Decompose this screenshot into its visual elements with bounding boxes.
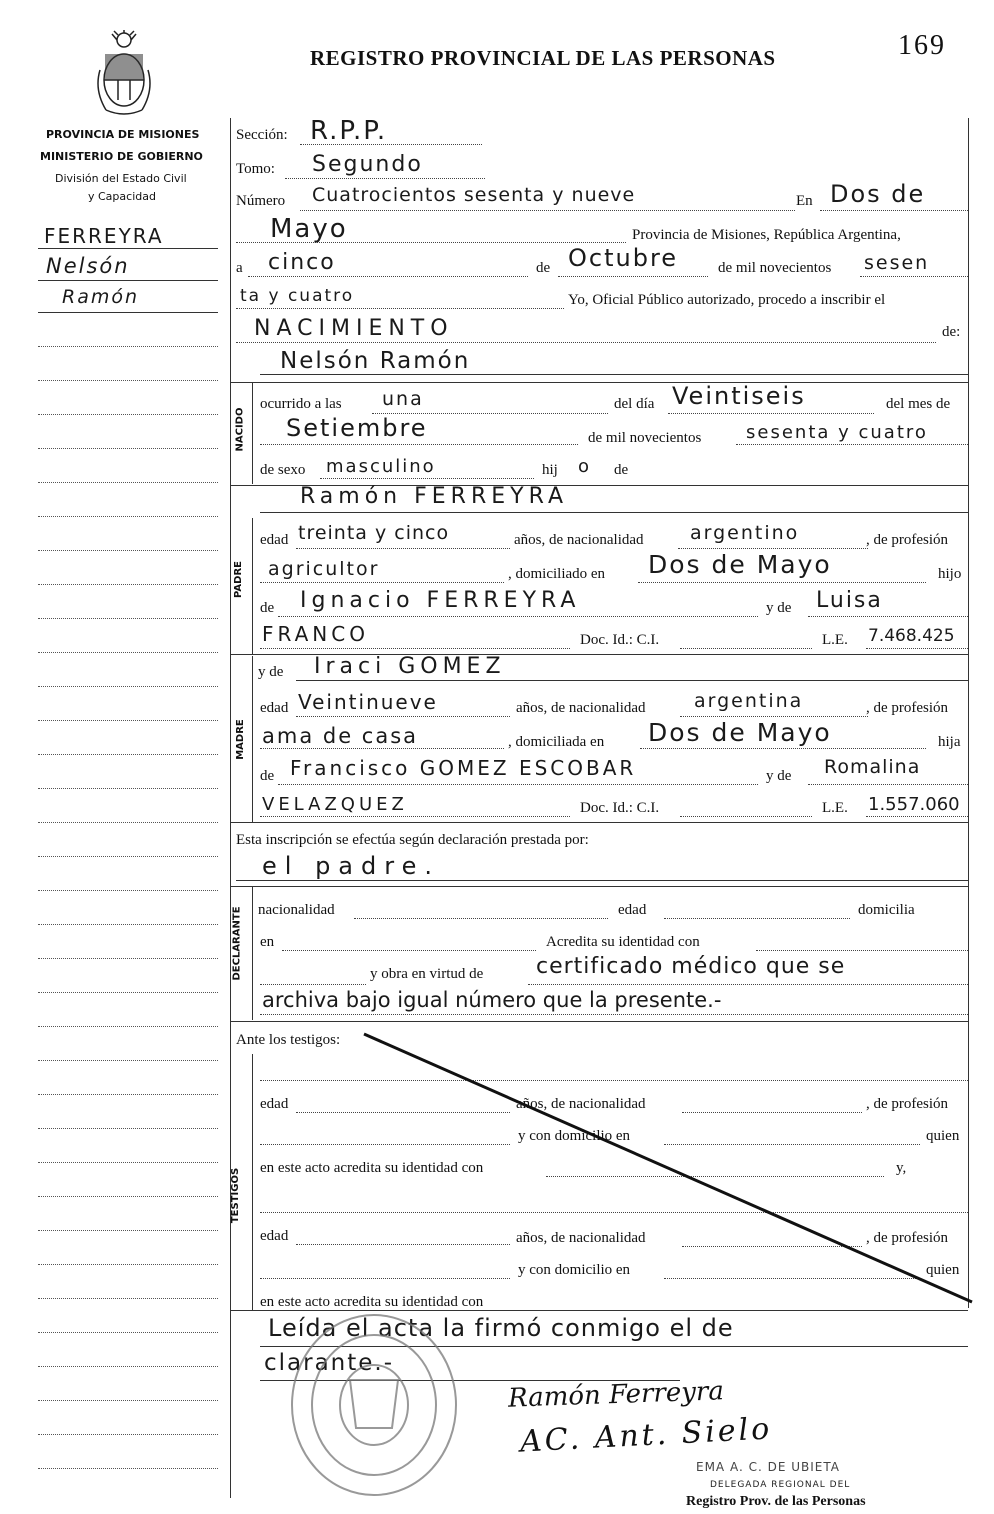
margin-line bbox=[38, 1434, 218, 1435]
testigos-label: TESTIGOS bbox=[230, 1167, 242, 1224]
margin-line bbox=[38, 652, 218, 653]
margin-line bbox=[38, 380, 218, 381]
padre-anios-label: años, de nacionalidad bbox=[514, 532, 644, 548]
margin-line bbox=[38, 992, 218, 993]
numero-value: Cuatrocientos sesenta y nueve bbox=[312, 184, 636, 206]
cierre-value-2: clarante.- bbox=[264, 1350, 395, 1376]
inscripcion-label: Esta inscripción se efectúa según declaración prestada por: bbox=[236, 832, 589, 848]
margin-line bbox=[38, 1094, 218, 1095]
t1-prof-label: , de profesión bbox=[866, 1096, 949, 1112]
margin-line bbox=[38, 584, 218, 585]
del-dia-label: del día bbox=[614, 396, 655, 412]
margin-line bbox=[38, 618, 218, 619]
dia-value: cinco bbox=[268, 250, 336, 275]
declarante-label: DECLARANTE bbox=[231, 906, 243, 981]
padre-label: PADRE bbox=[232, 561, 244, 598]
a-label: a bbox=[236, 260, 243, 276]
t1-dom-label: y con domicilio en bbox=[518, 1128, 631, 1144]
ministry-label: MINISTERIO DE GOBIERNO bbox=[40, 150, 203, 163]
padre-value: Ramón FERREYRA bbox=[300, 484, 569, 509]
numero-label: Número bbox=[236, 193, 286, 209]
mes-value: Octubre bbox=[568, 244, 679, 272]
t2-edad-label: edad bbox=[260, 1228, 289, 1244]
lugar-value-2: Mayo bbox=[270, 214, 348, 244]
margin-line bbox=[38, 448, 218, 449]
madre-edad-label: edad bbox=[260, 700, 289, 716]
margin-line bbox=[38, 1366, 218, 1367]
margin-line bbox=[38, 414, 218, 415]
t1-quien-label: quien bbox=[926, 1128, 960, 1144]
madre-value: Iraci GOMEZ bbox=[314, 654, 506, 679]
abuela-p2-value: FRANCO bbox=[262, 622, 369, 646]
en-label: En bbox=[796, 193, 813, 209]
margin-line bbox=[38, 890, 218, 891]
padre-le-label: L.E. bbox=[822, 632, 848, 648]
provincia-label: Provincia de Misiones, República Argentina, bbox=[632, 227, 901, 243]
margin-line bbox=[38, 788, 218, 789]
padre-nac-value: argentino bbox=[690, 522, 800, 544]
madre-prof-value: ama de casa bbox=[262, 724, 419, 748]
obra-value-2: archiva bajo igual número que la presente.- bbox=[262, 988, 722, 1012]
padre-dom-value: Dos de Mayo bbox=[648, 550, 832, 579]
t1-acto-label: en este acto acredita su identidad con bbox=[260, 1160, 484, 1176]
margin-surname: FERREYRA bbox=[44, 224, 164, 248]
padre-prof-label: , de profesión bbox=[866, 532, 949, 548]
margin-line bbox=[38, 1162, 218, 1163]
madre-nac-value: argentina bbox=[694, 690, 804, 712]
obra-label: y obra en virtud de bbox=[370, 966, 484, 982]
tomo-label: Tomo: bbox=[236, 161, 275, 177]
padre-edad-value: treinta y cinco bbox=[298, 522, 450, 544]
hij-value: o bbox=[578, 456, 592, 477]
madre-edad-value: Veintinueve bbox=[298, 690, 438, 714]
declarante-rule bbox=[252, 886, 253, 1020]
margin-line bbox=[38, 248, 218, 249]
ante-label: Ante los testigos: bbox=[236, 1032, 341, 1048]
margin-line bbox=[38, 1026, 218, 1027]
t2-dom-label: y con domicilio en bbox=[518, 1262, 631, 1278]
domiciliado-label: , domiciliado en bbox=[508, 566, 606, 582]
margin-line bbox=[38, 280, 218, 281]
seccion-label: Sección: bbox=[236, 127, 288, 143]
margin-line bbox=[38, 346, 218, 347]
ocurrido-label: ocurrido a las bbox=[260, 396, 342, 412]
margin-given-1: Nelsón bbox=[46, 254, 130, 278]
madre-rule bbox=[252, 656, 253, 822]
de-mil2-label: de mil novecientos bbox=[588, 430, 702, 446]
margin-line bbox=[38, 482, 218, 483]
margin-given-2: Ramón bbox=[62, 286, 140, 308]
padre-rule bbox=[252, 518, 253, 654]
official-seal-icon bbox=[288, 1310, 460, 1500]
t2-anios-label: años, de nacionalidad bbox=[516, 1230, 646, 1246]
abuelo-p-value: Ignacio FERREYRA bbox=[300, 588, 581, 613]
province-label: PROVINCIA DE MISIONES bbox=[46, 128, 200, 141]
abuela-m-value: Romalina bbox=[824, 756, 921, 778]
tomo-value: Segundo bbox=[312, 152, 423, 177]
margin-line bbox=[38, 856, 218, 857]
oficial-nombre: EMA A. C. DE UBIETA bbox=[696, 1460, 840, 1474]
margin-line bbox=[38, 1128, 218, 1129]
madre-prof-label: , de profesión bbox=[866, 700, 949, 716]
yo-label: Yo, Oficial Público autorizado, procedo a inscribir el bbox=[568, 292, 886, 308]
cancel-diagonal-line bbox=[360, 1030, 980, 1310]
domiciliada-label: , domiciliada en bbox=[508, 734, 605, 750]
padre-le-value: 7.468.425 bbox=[868, 626, 955, 646]
t1-y-label: y, bbox=[896, 1160, 907, 1176]
madre-yde2-label: y de bbox=[766, 768, 792, 784]
del-mes-label: del mes de bbox=[886, 396, 951, 412]
t2-acto-label: en este acto acredita su identidad con bbox=[260, 1294, 484, 1310]
de-label: de bbox=[536, 260, 551, 276]
margin-line bbox=[38, 1332, 218, 1333]
padre-prof-value: agricultor bbox=[268, 558, 380, 580]
registry-title: REGISTRO PROVINCIAL DE LAS PERSONAS bbox=[310, 46, 776, 70]
margin-line bbox=[38, 754, 218, 755]
abuela-m2-value: VELAZQUEZ bbox=[262, 794, 408, 815]
decl-en-label: en bbox=[260, 934, 275, 950]
margin-line bbox=[38, 516, 218, 517]
margin-line bbox=[38, 822, 218, 823]
cierre-value-1: Leída el acta la firmó conmigo el de bbox=[268, 1314, 734, 1342]
padre-doc-label: Doc. Id.: C.I. bbox=[580, 632, 660, 648]
anio-value-2: ta y cuatro bbox=[240, 286, 355, 306]
page-number: 169 bbox=[898, 30, 946, 61]
t1-anios-label: años, de nacionalidad bbox=[516, 1096, 646, 1112]
margin-line bbox=[38, 1264, 218, 1265]
nacionalidad-label: nacionalidad bbox=[258, 902, 335, 918]
margin-line bbox=[38, 1400, 218, 1401]
domicilia-label: domicilia bbox=[858, 902, 915, 918]
oficial-registro: Registro Prov. de las Personas bbox=[686, 1494, 866, 1509]
nacido-rule bbox=[252, 382, 253, 484]
lugar-value-1: Dos de bbox=[830, 180, 926, 208]
de-colon-label: de: bbox=[942, 324, 961, 340]
nombre-value: Nelsón Ramón bbox=[280, 348, 471, 374]
margin-line bbox=[38, 686, 218, 687]
abuelo-m-value: Francisco GOMEZ ESCOBAR bbox=[290, 756, 637, 780]
padre-yde-label: y de bbox=[766, 600, 792, 616]
madre-doc-label: Doc. Id.: C.I. bbox=[580, 800, 660, 816]
de-mil-label: de mil novecientos bbox=[718, 260, 832, 276]
division-label-1: División del Estado Civil bbox=[55, 172, 187, 185]
seccion-value: R.P.P. bbox=[310, 116, 388, 146]
acredita-label: Acredita su identidad con bbox=[546, 934, 700, 950]
anio-nac-value: sesenta y cuatro bbox=[746, 422, 928, 443]
dia-nac-value: Veintiseis bbox=[672, 382, 806, 410]
margin-line bbox=[38, 924, 218, 925]
tipo-value: NACIMIENTO bbox=[254, 316, 454, 341]
coat-of-arms-icon bbox=[92, 30, 156, 118]
padre-de-label: de bbox=[260, 600, 275, 616]
division-label-2: y Capacidad bbox=[88, 190, 156, 203]
margin-line bbox=[38, 312, 218, 313]
hijo-label: hijo bbox=[938, 566, 962, 582]
madre-anios-label: años, de nacionalidad bbox=[516, 700, 646, 716]
margin-line bbox=[38, 1230, 218, 1231]
obra-value-1: certificado médico que se bbox=[536, 954, 846, 979]
hora-value: una bbox=[382, 388, 424, 410]
margin-line bbox=[38, 1196, 218, 1197]
t2-prof-label: , de profesión bbox=[866, 1230, 949, 1246]
madre-yde-label: y de bbox=[258, 664, 284, 680]
declarante-value: el padre. bbox=[262, 852, 440, 880]
padre-edad-label: edad bbox=[260, 532, 289, 548]
hija-label: hija bbox=[938, 734, 961, 750]
testigos-rule bbox=[252, 1054, 253, 1310]
margin-line bbox=[38, 1060, 218, 1061]
t1-edad-label: edad bbox=[260, 1096, 289, 1112]
madre-le-value: 1.557.060 bbox=[868, 794, 960, 815]
margin-line bbox=[38, 1468, 218, 1469]
decl-edad-label: edad bbox=[618, 902, 647, 918]
de2-label: de bbox=[614, 462, 629, 478]
hij-label: hij bbox=[542, 462, 558, 478]
margin-line bbox=[38, 958, 218, 959]
sexo-label: de sexo bbox=[260, 462, 306, 478]
sexo-value: masculino bbox=[326, 456, 436, 477]
nacido-label: NACIDO bbox=[234, 407, 246, 452]
madre-label: MADRE bbox=[234, 719, 246, 760]
margin-line bbox=[38, 720, 218, 721]
margin-line bbox=[38, 550, 218, 551]
mes-nac-value: Setiembre bbox=[286, 414, 428, 442]
anio-value-1: sesen bbox=[864, 252, 930, 274]
madre-dom-value: Dos de Mayo bbox=[648, 718, 832, 747]
firma-oficial: AC. Ant. Sielo bbox=[519, 1411, 774, 1460]
t2-quien-label: quien bbox=[926, 1262, 960, 1278]
firma-declarante: Ramón Ferreyra bbox=[507, 1376, 725, 1414]
margin-line bbox=[38, 1298, 218, 1299]
madre-de-label: de bbox=[260, 768, 275, 784]
oficial-cargo: DELEGADA REGIONAL DEL bbox=[710, 1480, 851, 1490]
madre-le-label: L.E. bbox=[822, 800, 848, 816]
abuela-p-value: Luisa bbox=[816, 588, 883, 613]
